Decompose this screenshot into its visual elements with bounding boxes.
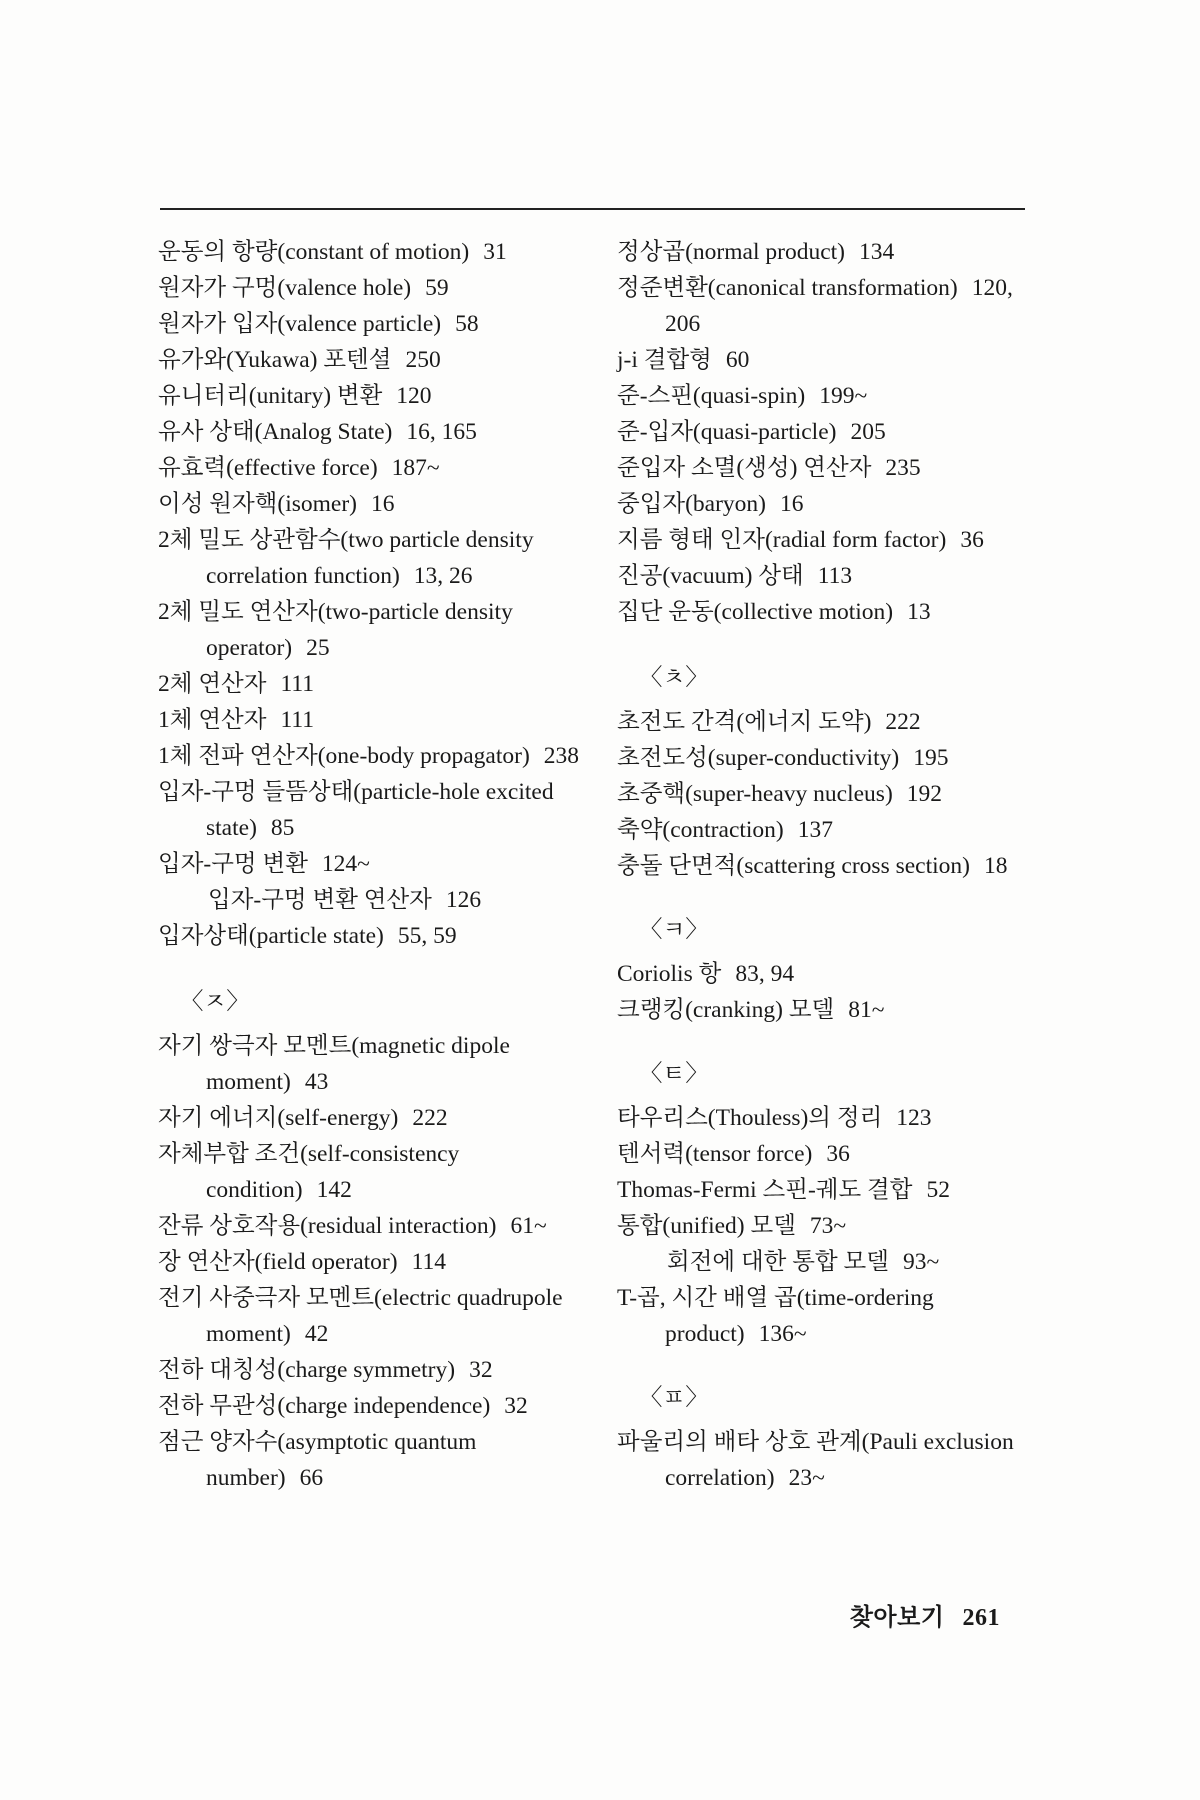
index-entry <box>617 378 1037 414</box>
entry-pages: 58 <box>455 311 479 337</box>
index-entry <box>617 270 1037 342</box>
index-entry <box>158 306 598 342</box>
entry-pages: 111 <box>280 671 314 697</box>
index-column-right <box>617 234 1037 1496</box>
index-subentry <box>158 882 598 918</box>
entry-term: 준-입자(quasi-particle) <box>617 419 837 445</box>
index-entry <box>158 414 598 450</box>
entry-pages: 25 <box>306 635 330 661</box>
entry-term: 점근 양자수(asymptotic quantum number) <box>158 1429 477 1491</box>
entry-pages: 120 <box>396 383 432 409</box>
entry-pages: 36 <box>826 1141 850 1167</box>
entry-pages: 113 <box>817 563 853 589</box>
index-entry <box>617 992 1037 1028</box>
entry-term: 입자-구멍 들뜸상태(particle-hole excited state) <box>158 779 554 841</box>
entry-term: 전하 대칭성(charge symmetry) <box>158 1357 456 1383</box>
index-entry <box>158 270 598 306</box>
entry-term: 유사 상태(Analog State) <box>158 419 393 445</box>
entry-term: Thomas-Fermi 스핀-궤도 결합 <box>617 1177 913 1203</box>
entry-term: 원자가 구멍(valence hole) <box>158 275 412 301</box>
index-entry <box>158 342 598 378</box>
index-entry <box>158 702 598 738</box>
entry-term: 입자-구멍 변환 연산자 <box>208 887 432 913</box>
entry-term: 지름 형태 인자(radial form factor) <box>617 527 947 553</box>
index-entry <box>617 848 1037 884</box>
entry-pages: 142 <box>316 1177 352 1203</box>
entry-term: 통합(unified) 모델 <box>617 1213 796 1239</box>
entry-term: 준-스핀(quasi-spin) <box>617 383 806 409</box>
entry-pages: 81~ <box>848 997 885 1023</box>
entry-term: 크랭킹(cranking) 모델 <box>617 997 835 1023</box>
entry-pages: 16 <box>371 491 395 517</box>
entry-term: 입자상태(particle state) <box>158 923 384 949</box>
index-entry <box>617 342 1037 378</box>
index-entry <box>617 414 1037 450</box>
entry-pages: 123 <box>896 1105 932 1131</box>
entry-pages: 60 <box>725 347 750 373</box>
entry-term: 이성 원자핵(isomer) <box>158 491 357 517</box>
index-entry <box>617 812 1037 848</box>
entry-pages: 55, 59 <box>397 923 457 949</box>
entry-pages: 126 <box>445 887 482 913</box>
index-entry <box>617 234 1037 270</box>
entry-pages: 205 <box>850 419 886 445</box>
entry-term: 자기 에너지(self-energy) <box>158 1105 399 1131</box>
index-entry <box>617 1100 1037 1136</box>
index-entry <box>158 1244 598 1280</box>
index-entry <box>158 666 598 702</box>
top-rule <box>160 208 1025 210</box>
section-heading: 〈ㅈ〉 <box>180 989 250 1015</box>
index-entry <box>617 956 1037 992</box>
entry-pages: 31 <box>483 239 507 265</box>
entry-pages: 222 <box>885 709 921 735</box>
entry-term: 유효력(effective force) <box>158 455 378 481</box>
entry-pages: 16, 165 <box>406 419 477 445</box>
index-entry <box>158 1388 598 1424</box>
section-heading: 〈ㅋ〉 <box>639 917 709 943</box>
entry-pages: 18 <box>984 853 1008 879</box>
index-entry <box>158 594 598 666</box>
index-entry <box>617 558 1037 594</box>
footer-label: 찾아보기 <box>849 1605 945 1631</box>
entry-pages: 114 <box>411 1249 446 1275</box>
entry-pages: 120, 206 <box>665 275 1013 337</box>
entry-pages: 199~ <box>819 383 868 409</box>
index-entry <box>158 450 598 486</box>
entry-term: 초전도 간격(에너지 도약) <box>617 709 872 735</box>
entry-term: 집단 운동(collective motion) <box>617 599 894 625</box>
entry-term: 2체 밀도 연산자(two-particle density operator) <box>158 599 513 661</box>
index-entry <box>617 1424 1037 1496</box>
entry-term: 정상곱(normal product) <box>617 239 845 265</box>
index-entry <box>158 522 598 594</box>
entry-term: 1체 연산자 <box>158 707 267 733</box>
section-heading: 〈ㅌ〉 <box>639 1061 709 1087</box>
entry-term: Coriolis 항 <box>617 961 722 987</box>
index-entry <box>158 918 598 954</box>
entry-term: 타우리스(Thouless)의 정리 <box>617 1105 883 1131</box>
entry-term: 초전도성(super-conductivity) <box>617 745 900 771</box>
entry-pages: 13 <box>907 599 931 625</box>
index-entry <box>617 1136 1037 1172</box>
entry-pages: 235 <box>885 455 921 481</box>
entry-term: 회전에 대한 통합 모델 <box>667 1249 889 1275</box>
index-entry <box>617 486 1037 522</box>
entry-pages: 52 <box>926 1177 950 1203</box>
entry-term: 축약(contraction) <box>617 817 784 843</box>
index-entry <box>158 1028 598 1100</box>
index-entry <box>158 1136 598 1208</box>
index-entry <box>158 774 598 846</box>
index-entry <box>158 1208 598 1244</box>
index-column-left <box>158 234 598 1496</box>
index-entry <box>617 776 1037 812</box>
index-entry <box>617 1172 1037 1208</box>
entry-pages: 187~ <box>391 455 440 481</box>
page-number: 261 <box>962 1605 1000 1631</box>
entry-pages: 222 <box>412 1105 448 1131</box>
section-heading: 〈ㅍ〉 <box>639 1385 709 1411</box>
entry-pages: 73~ <box>809 1213 847 1239</box>
entry-pages: 195 <box>913 745 949 771</box>
entry-pages: 134 <box>858 239 895 265</box>
entry-pages: 23~ <box>788 1465 825 1491</box>
entry-term: 원자가 입자(valence particle) <box>158 311 442 337</box>
entry-pages: 16 <box>780 491 804 517</box>
index-entry <box>158 846 598 882</box>
index-entry <box>158 738 598 774</box>
index-entry <box>617 594 1037 630</box>
entry-term: 준입자 소멸(생성) 연산자 <box>617 455 872 481</box>
index-entry <box>158 1100 598 1136</box>
entry-term: 초중핵(super-heavy nucleus) <box>617 781 893 807</box>
entry-term: 유가와(Yukawa) 포텐셜 <box>158 347 392 373</box>
index-entry <box>617 450 1037 486</box>
entry-term: 2체 밀도 상관함수(two particle density correlation function) <box>158 527 534 589</box>
entry-term: 자기 쌍극자 모멘트(magnetic dipole moment) <box>158 1033 510 1095</box>
entry-pages: 137 <box>797 817 834 843</box>
entry-pages: 83, 94 <box>735 961 795 987</box>
entry-pages: 136~ <box>758 1321 807 1347</box>
page-footer <box>850 1597 1000 1632</box>
entry-term: 유니터리(unitary) 변환 <box>158 383 383 409</box>
index-entry <box>158 234 598 270</box>
entry-term: 운동의 항량(constant of motion) <box>158 239 470 265</box>
entry-pages: 43 <box>304 1069 329 1095</box>
entry-pages: 124~ <box>321 851 370 877</box>
index-entry <box>158 486 598 522</box>
entry-pages: 66 <box>299 1465 324 1491</box>
index-entry <box>617 704 1037 740</box>
entry-pages: 192 <box>906 781 943 807</box>
entry-pages: 93~ <box>902 1249 940 1275</box>
entry-term: 전하 무관성(charge independence) <box>158 1393 491 1419</box>
entry-pages: 85 <box>270 815 295 841</box>
entry-term: 정준변환(canonical transformation) <box>617 275 958 301</box>
entry-pages: 238 <box>543 743 580 769</box>
index-entry <box>617 522 1037 558</box>
index-entry <box>158 1280 598 1352</box>
entry-term: 진공(vacuum) 상태 <box>617 563 804 589</box>
index-entry <box>158 378 598 414</box>
entry-term: 충돌 단면적(scattering cross section) <box>617 853 970 879</box>
index-entry <box>158 1424 598 1496</box>
entry-pages: 250 <box>405 347 441 373</box>
index-subentry <box>617 1244 1037 1280</box>
entry-term: 파울리의 배타 상호 관계(Pauli exclusion correlation) <box>617 1429 1014 1491</box>
entry-term: 1체 전파 연산자(one-body propagator) <box>158 743 530 769</box>
entry-pages: 59 <box>425 275 449 301</box>
index-entry <box>617 1280 1037 1352</box>
entry-term: 잔류 상호작용(residual interaction) <box>158 1213 497 1239</box>
entry-term: 텐서력(tensor force) <box>617 1141 813 1167</box>
entry-pages: 32 <box>469 1357 493 1383</box>
section-heading: 〈ㅊ〉 <box>639 665 709 691</box>
entry-pages: 32 <box>504 1393 528 1419</box>
entry-pages: 13, 26 <box>413 563 473 589</box>
entry-term: 자체부합 조건(self-consistency condition) <box>158 1141 460 1203</box>
index-entry <box>617 1208 1037 1244</box>
entry-term: j-i 결합형 <box>617 347 712 373</box>
entry-term: 2체 연산자 <box>158 671 267 697</box>
entry-pages: 36 <box>960 527 984 553</box>
entry-pages: 61~ <box>510 1213 547 1239</box>
entry-term: T-곱, 시간 배열 곱(time-ordering product) <box>617 1285 934 1347</box>
index-entry <box>158 1352 598 1388</box>
entry-term: 입자-구멍 변환 <box>158 851 308 877</box>
entry-pages: 111 <box>280 707 314 733</box>
entry-term: 전기 사중극자 모멘트(electric quadrupole moment) <box>158 1285 563 1347</box>
index-entry <box>617 740 1037 776</box>
entry-term: 중입자(baryon) <box>617 491 767 517</box>
entry-term: 장 연산자(field operator) <box>158 1249 398 1275</box>
entry-pages: 42 <box>304 1321 329 1347</box>
